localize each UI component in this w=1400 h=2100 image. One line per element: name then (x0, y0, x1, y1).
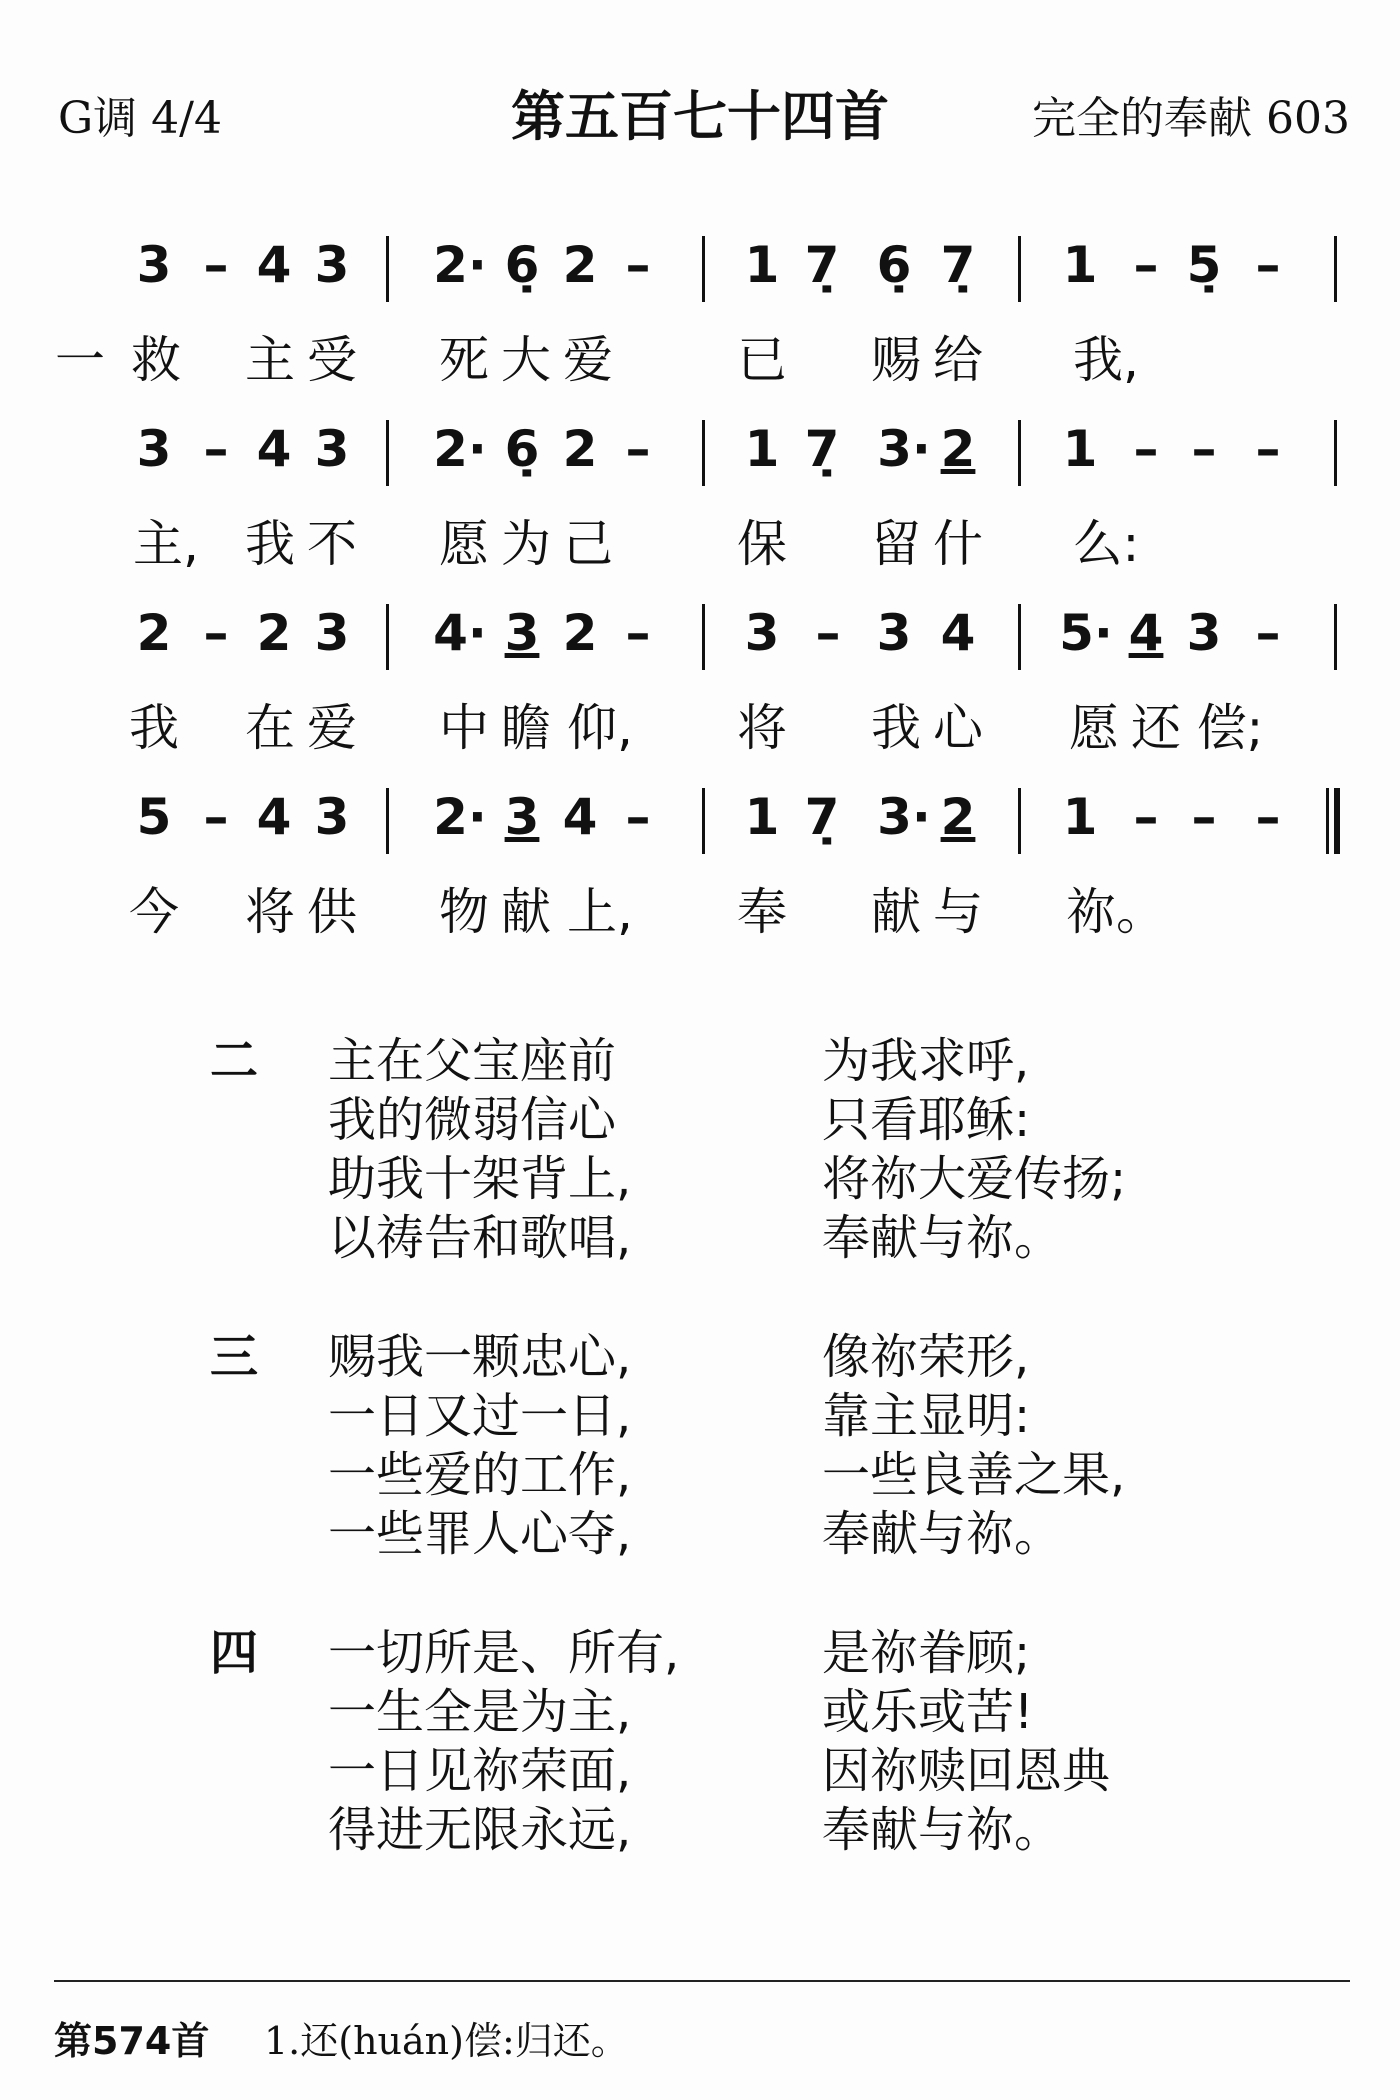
barline (386, 420, 389, 486)
lyric-syllable: 献 (871, 883, 921, 941)
barline (1018, 236, 1021, 302)
lyric-syllable: 偿; (1196, 699, 1264, 757)
barline (1018, 604, 1021, 670)
note: 4 (940, 604, 976, 662)
note: 2 (562, 604, 598, 662)
barline (386, 788, 389, 854)
verse-line: 助我十架背上, (328, 1151, 632, 1207)
note: – (203, 420, 229, 478)
note: 2· (433, 788, 487, 846)
note: – (625, 604, 651, 662)
verse-line: 一些罪人心夺, (328, 1506, 632, 1562)
lyric-syllable: 中 (439, 699, 489, 757)
note: 4 (562, 788, 598, 846)
verse-line: 一些良善之果, (822, 1447, 1126, 1503)
note: – (1133, 788, 1159, 846)
note: 1 (744, 236, 780, 294)
lyric-syllable: 瞻 (501, 699, 551, 757)
lyric-syllable: 愿 (1069, 699, 1119, 757)
note: – (625, 420, 651, 478)
note: – (1191, 788, 1217, 846)
lyric-syllable: 我 (871, 699, 921, 757)
note: 2 (562, 236, 598, 294)
lyric-syllable: 己 (563, 515, 613, 573)
note: 5̣ (1186, 236, 1222, 294)
hymn-title: 第五百七十四首 (511, 85, 889, 148)
lyric-syllable: 救 (131, 331, 181, 389)
verse-line: 以祷告和歌唱, (328, 1210, 632, 1266)
note: 4 (256, 236, 292, 294)
lyric-syllable: 祢。 (1066, 883, 1166, 941)
key-time-signature: G调 4/4 (58, 93, 222, 144)
lyric-line-1 (55, 320, 1350, 389)
verse-line: 只看耶稣: (822, 1092, 1031, 1148)
note: 6̣ (876, 236, 912, 294)
note: – (625, 236, 651, 294)
barline (1018, 420, 1021, 486)
lyric-syllable: 仰, (567, 699, 633, 757)
note: – (625, 788, 651, 846)
note: 5 (136, 788, 172, 846)
note: 2 (940, 420, 976, 478)
note: 3 (314, 420, 350, 478)
note: – (1255, 236, 1281, 294)
lyric-syllable: 保 (737, 515, 787, 573)
lyric-syllable: 供 (307, 883, 357, 941)
barline (1334, 236, 1337, 302)
note: 3 (1186, 604, 1222, 662)
lyric-syllable: 在 (245, 699, 295, 757)
lyric-syllable: 受 (307, 331, 357, 389)
barline (386, 604, 389, 670)
note: 6̣ (504, 236, 540, 294)
note: – (1255, 788, 1281, 846)
note: – (1255, 604, 1281, 662)
barline (1018, 788, 1021, 854)
note: 3 (504, 788, 540, 846)
lyric-syllable: 大 (501, 331, 551, 389)
lyric-syllable: 不 (307, 515, 357, 573)
footer-hymn-number: 第574首 (54, 2019, 210, 2063)
note: 3 (136, 420, 172, 478)
verse-line: 奉献与祢。 (822, 1802, 1063, 1858)
lyric-syllable: 今 (129, 883, 179, 941)
note: 4 (256, 788, 292, 846)
footer-rule (54, 1980, 1350, 1982)
lyric-syllable: 一 (55, 331, 105, 389)
lyric-line-3 (129, 688, 1350, 757)
note: 1 (1062, 788, 1098, 846)
note: 3 (136, 236, 172, 294)
score-system-3 (130, 604, 1350, 676)
verse-line: 因祢赎回恩典 (822, 1743, 1111, 1799)
note: 4 (256, 420, 292, 478)
lyric-syllable: 奉 (737, 883, 787, 941)
verse-line: 将祢大爱传扬; (822, 1151, 1127, 1207)
lyric-syllable: 物 (439, 883, 489, 941)
lyric-syllable: 我 (245, 515, 295, 573)
note: 2 (940, 788, 976, 846)
note: 2· (433, 236, 487, 294)
lyric-syllable: 我 (129, 699, 179, 757)
verse-line: 一切所是、所有, (328, 1625, 680, 1681)
verse-line: 为我求呼, (822, 1033, 1030, 1089)
note: 3· (877, 420, 931, 478)
note: 1 (744, 420, 780, 478)
verse-line: 我的微弱信心 (328, 1092, 617, 1148)
note: 4· (433, 604, 487, 662)
lyric-syllable: 什 (933, 515, 983, 573)
note: 1 (1062, 420, 1098, 478)
note: – (1133, 420, 1159, 478)
verse-line: 奉献与祢。 (822, 1210, 1063, 1266)
note: 7̣ (940, 236, 976, 294)
score-system-2 (130, 420, 1350, 492)
hymn-category: 完全的奉献 603 (1032, 93, 1350, 144)
lyric-line-4 (129, 872, 1350, 941)
footer-annotation: 1.还(huán)偿:归还。 (264, 2019, 629, 2063)
note: 7̣ (804, 236, 840, 294)
verse-line: 一些爱的工作, (328, 1447, 632, 1503)
lyric-syllable: 心 (933, 699, 983, 757)
verse-line: 是祢眷顾; (822, 1625, 1031, 1681)
lyric-syllable: 将 (737, 699, 787, 757)
note: 7̣ (804, 420, 840, 478)
note: – (1133, 236, 1159, 294)
lyric-syllable: 已 (737, 331, 787, 389)
lyric-syllable: 么: (1072, 515, 1140, 573)
lyric-syllable: 主 (245, 331, 295, 389)
verse-number: 三 (210, 1329, 259, 1385)
lyric-syllable: 我, (1073, 331, 1139, 389)
note: 3 (314, 604, 350, 662)
note: 7̣ (804, 788, 840, 846)
note: 5· (1059, 604, 1113, 662)
lyric-syllable: 主, (133, 515, 199, 573)
verse-line: 赐我一颗忠心, (328, 1329, 632, 1385)
final-barline-thick (1334, 788, 1340, 854)
final-barline-thin (1326, 788, 1329, 854)
lyric-syllable: 将 (245, 883, 295, 941)
barline (1334, 604, 1337, 670)
verse-line: 或乐或苦! (822, 1684, 1034, 1740)
lyric-syllable: 献 (501, 883, 551, 941)
note: 3 (876, 604, 912, 662)
note: – (1191, 420, 1217, 478)
lyric-syllable: 赐 (871, 331, 921, 389)
verse-line: 像祢荣形, (822, 1329, 1030, 1385)
lyric-line-2 (130, 504, 1350, 573)
note: 3 (314, 236, 350, 294)
verse-number: 四 (210, 1625, 259, 1681)
lyric-syllable: 为 (501, 515, 551, 573)
note: 2 (562, 420, 598, 478)
note: – (203, 788, 229, 846)
verse-line: 一日又过一日, (328, 1388, 632, 1444)
barline (386, 236, 389, 302)
score-system-4 (130, 788, 1350, 860)
lyric-syllable: 爱 (307, 699, 357, 757)
note: 2 (136, 604, 172, 662)
note: 4 (1128, 604, 1164, 662)
lyric-syllable: 死 (439, 331, 489, 389)
verse-line: 主在父宝座前 (328, 1033, 617, 1089)
score-system-1 (130, 236, 1350, 308)
verse-line: 一日见祢荣面, (328, 1743, 632, 1799)
note: 1 (744, 788, 780, 846)
note: – (1255, 420, 1281, 478)
note: – (203, 604, 229, 662)
note: 3· (877, 788, 931, 846)
lyric-syllable: 与 (933, 883, 983, 941)
note: – (203, 236, 229, 294)
note: 1 (1062, 236, 1098, 294)
note: 2 (256, 604, 292, 662)
lyric-syllable: 给 (933, 331, 983, 389)
lyric-syllable: 上, (567, 883, 633, 941)
lyric-syllable: 愿 (439, 515, 489, 573)
barline (702, 604, 705, 670)
note: – (815, 604, 841, 662)
note: 3 (504, 604, 540, 662)
lyric-syllable: 留 (871, 515, 921, 573)
barline (702, 420, 705, 486)
lyric-syllable: 爱 (563, 331, 613, 389)
verse-number: 二 (210, 1033, 259, 1089)
lyric-syllable: 还 (1131, 699, 1181, 757)
verse-line: 靠主显明: (822, 1388, 1031, 1444)
note: 3 (314, 788, 350, 846)
barline (702, 788, 705, 854)
verse-line: 奉献与祢。 (822, 1506, 1063, 1562)
barline (702, 236, 705, 302)
verse-line: 一生全是为主, (328, 1684, 632, 1740)
note: 3 (744, 604, 780, 662)
barline (1334, 420, 1337, 486)
note: 6̣ (504, 420, 540, 478)
verse-line: 得进无限永远, (328, 1802, 632, 1858)
note: 2· (433, 420, 487, 478)
